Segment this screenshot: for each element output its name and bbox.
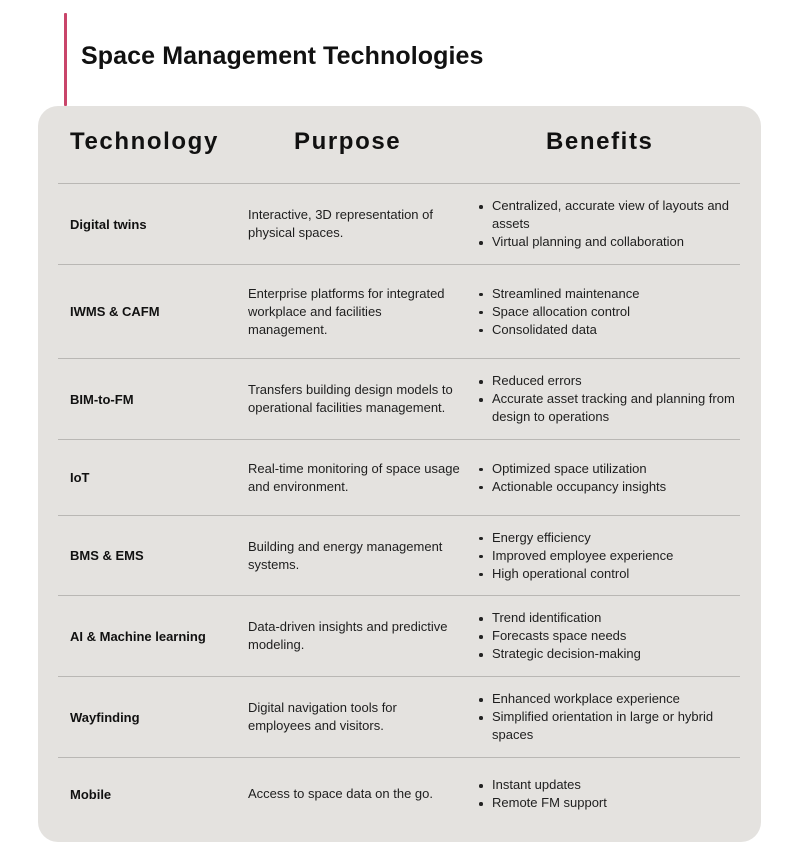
column-header-benefits: Benefits xyxy=(546,128,654,155)
benefit-item: Improved employee experience xyxy=(476,547,673,565)
benefit-item: Consolidated data xyxy=(476,321,639,339)
purpose-cell: Enterprise platforms for integrated workplace and facilities management. xyxy=(248,285,445,337)
technology-cell: AI & Machine learning xyxy=(70,628,206,644)
technology-cell: Digital twins xyxy=(70,216,147,232)
technology-cell: BMS & EMS xyxy=(70,548,144,563)
benefit-item: High operational control xyxy=(476,565,673,583)
benefits-cell xyxy=(476,265,738,358)
purpose-cell: Transfers building design models to operational facilities management. xyxy=(248,382,453,415)
benefit-item: Reduced errors xyxy=(476,372,738,390)
benefits-cell xyxy=(476,758,738,830)
column-header-purpose: Purpose xyxy=(294,128,402,155)
benefit-item: Remote FM support xyxy=(476,794,607,812)
page-title: Space Management Technologies xyxy=(81,42,484,70)
purpose-cell: Interactive, 3D representation of physical spaces. xyxy=(248,207,433,240)
benefit-item: Trend identification xyxy=(476,609,641,627)
benefits-list xyxy=(476,460,666,496)
benefit-item: Actionable occupancy insights xyxy=(476,478,666,496)
benefit-item: Enhanced workplace experience xyxy=(476,690,738,708)
benefit-item: Optimized space utilization xyxy=(476,460,666,478)
table-row xyxy=(58,677,740,757)
technology-cell: Mobile xyxy=(70,786,112,802)
table-row xyxy=(58,440,740,515)
technology-cell: Wayfinding xyxy=(70,709,140,725)
benefit-item: Accurate asset tracking and planning from design to operations xyxy=(476,390,738,426)
benefit-item: Instant updates xyxy=(476,776,607,794)
benefits-list xyxy=(476,690,738,744)
table-row xyxy=(58,184,740,264)
benefits-cell xyxy=(476,677,738,757)
benefits-cell xyxy=(476,184,738,264)
benefit-item: Virtual planning and collaboration xyxy=(476,233,738,251)
technology-cell: IoT xyxy=(70,470,90,485)
column-header-technology: Technology xyxy=(70,128,219,155)
table-row xyxy=(58,265,740,358)
purpose-cell: Building and energy management systems. xyxy=(248,538,443,572)
benefit-item: Strategic decision-making xyxy=(476,645,641,663)
technology-cell: IWMS & CAFM xyxy=(70,304,160,319)
table-row xyxy=(58,758,740,830)
benefit-item: Energy efficiency xyxy=(476,529,673,547)
benefit-item: Centralized, accurate view of layouts and assets xyxy=(476,197,738,233)
benefit-item: Forecasts space needs xyxy=(476,627,641,645)
benefits-cell xyxy=(476,359,738,439)
benefits-list xyxy=(476,197,738,251)
table-row xyxy=(58,516,740,595)
table-row xyxy=(58,596,740,676)
purpose-cell: Digital navigation tools for employees and visitors. xyxy=(248,700,397,733)
purpose-cell: Access to space data on the go. xyxy=(248,786,434,801)
benefits-list xyxy=(476,776,607,812)
benefit-item: Streamlined maintenance xyxy=(476,285,639,303)
benefits-cell xyxy=(476,440,738,515)
benefits-list xyxy=(476,529,673,583)
benefits-list xyxy=(476,609,641,663)
benefits-cell xyxy=(476,516,738,595)
technology-cell: BIM-to-FM xyxy=(70,391,134,407)
title-accent-bar xyxy=(64,13,67,106)
benefits-list xyxy=(476,285,639,339)
purpose-cell: Data-driven insights and predictive modeling. xyxy=(248,619,448,652)
benefit-item: Space allocation control xyxy=(476,303,639,321)
purpose-cell: Real-time monitoring of space usage and environment. xyxy=(248,460,460,494)
benefits-list xyxy=(476,372,738,426)
benefit-item: Simplified orientation in large or hybrid spaces xyxy=(476,708,738,744)
benefits-cell xyxy=(476,596,738,676)
table-row xyxy=(58,359,740,439)
